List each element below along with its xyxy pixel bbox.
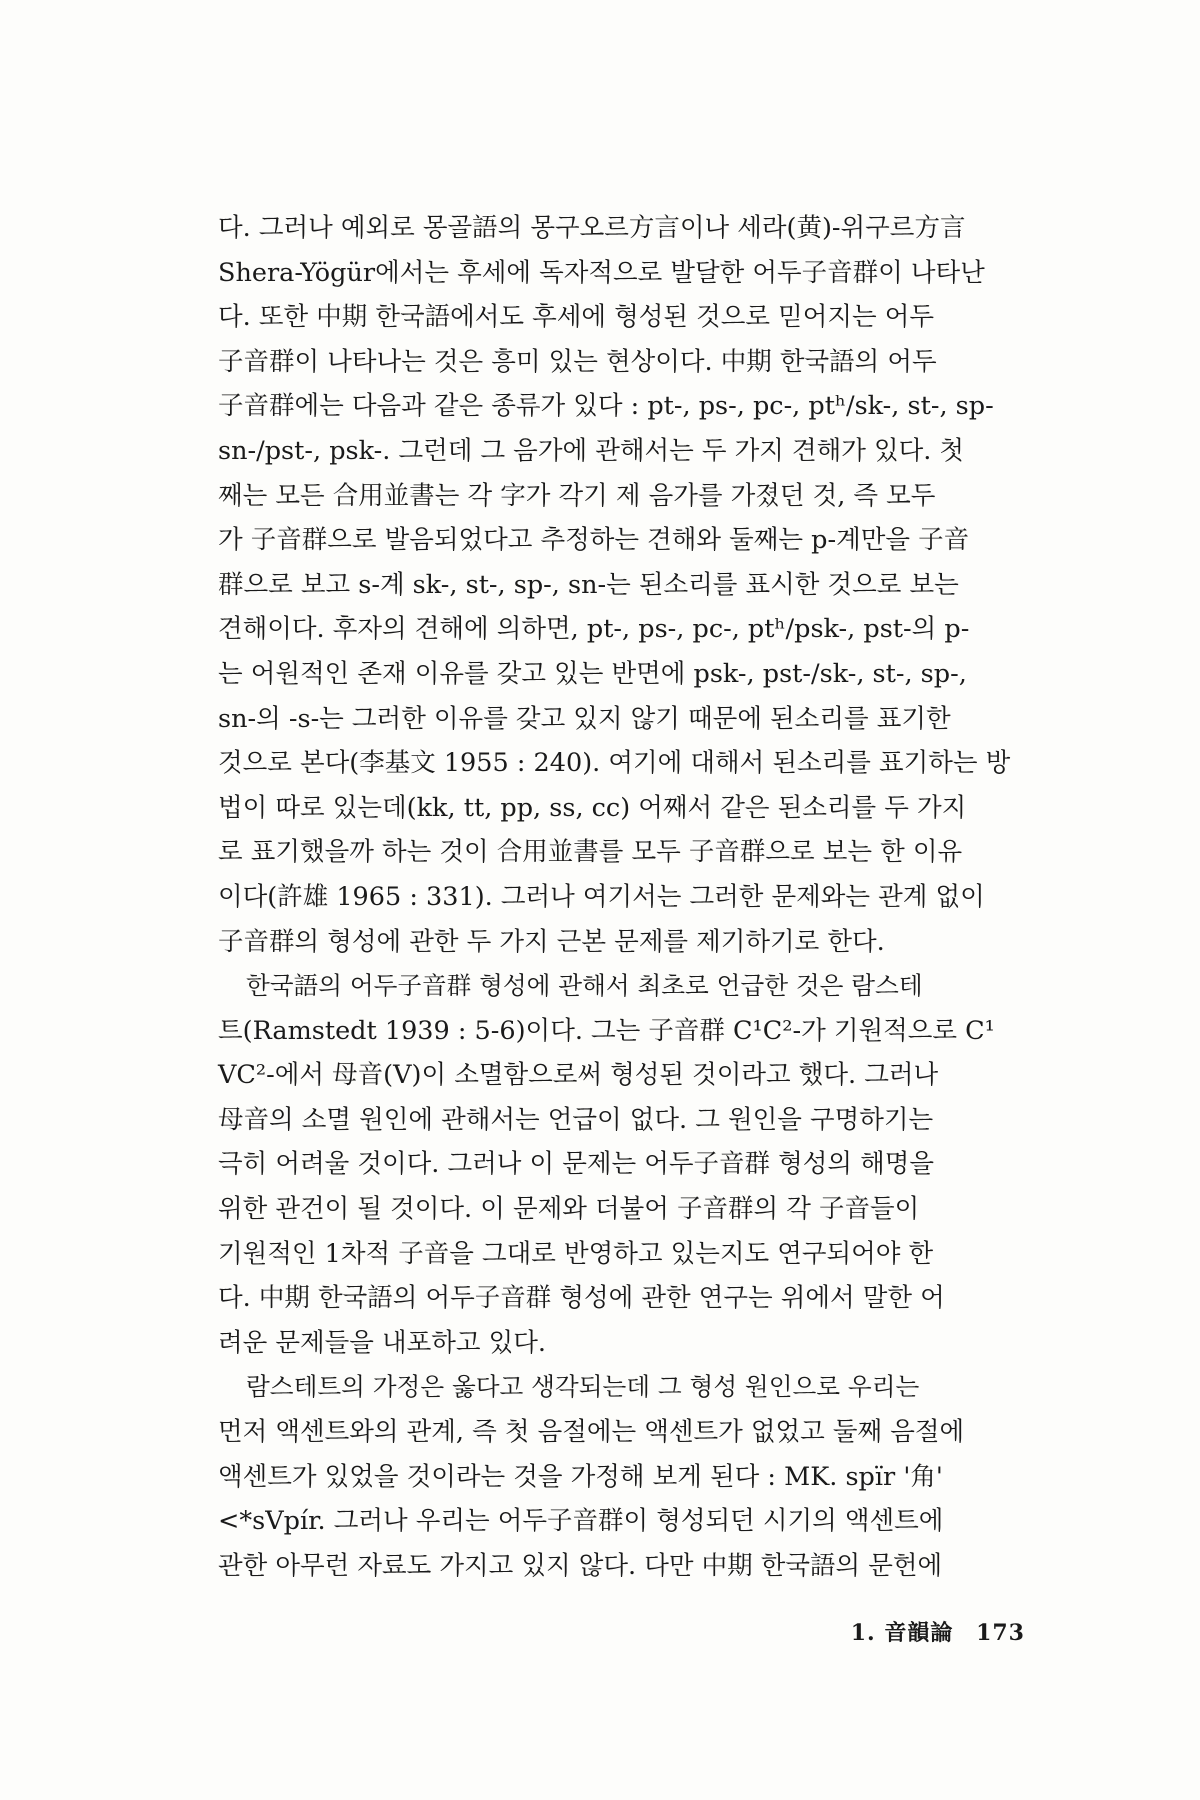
text-line: 子音群이 나타나는 것은 흥미 있는 현상이다. 中期 한국語의 어두	[218, 346, 937, 377]
text-line: <*sVpír. 그러나 우리는 어두子音群이 형성되던 시기의 액센트에	[218, 1506, 944, 1537]
text-line: 견해이다. 후자의 견해에 의하면, pt-, ps-, pc-, ptʰ/psk-, pst-의 p-	[218, 614, 970, 645]
text-line: 법이 따로 있는데(kk, tt, pp, ss, cc) 어째서 같은 된소리를 두 가지	[218, 792, 967, 823]
text-line: 다. 그러나 예외로 몽골語의 몽구오르方言이나 세라(黄)-위구르方言	[218, 213, 966, 243]
text-line: 기원적인 1차적 子音을 그대로 반영하고 있는지도 연구되어야 한	[218, 1238, 934, 1269]
body-text	[218, 206, 1040, 1588]
text-line: 액센트가 있었을 것이라는 것을 가정해 보게 된다 : MK. spïr '角'	[218, 1461, 943, 1492]
text-line: 것으로 본다(李基文 1955 : 240). 여기에 대해서 된소리를 표기하는 방	[218, 748, 1011, 779]
text-line: 관한 아무런 자료도 가지고 있지 않다. 다만 中期 한국語의 문헌에	[218, 1550, 943, 1581]
paragraph-2	[218, 964, 1040, 1365]
text-line: 먼저 액센트와의 관계, 즉 첫 음절에는 액센트가 없었고 둘째 음절에	[218, 1417, 965, 1448]
text-line: Shera-Yögür에서는 후세에 독자적으로 발달한 어두子音群이 나타난	[218, 257, 985, 288]
text-line: 위한 관건이 될 것이다. 이 문제와 더불어 子音群의 각 子音들이	[218, 1194, 920, 1225]
text-line: 이다(許雄 1965 : 331). 그러나 여기서는 그러한 문제와는 관계 없이	[218, 881, 985, 912]
text-line: 다. 또한 中期 한국語에서도 후세에 형성된 것으로 믿어지는 어두	[218, 302, 935, 333]
text-line: 가 子音群으로 발음되었다고 추정하는 견해와 둘째는 p-계만을 子音	[218, 525, 970, 556]
text-line: 로 표기했을까 하는 것이 合用並書를 모두 子音群으로 보는 한 이유	[218, 837, 963, 868]
text-line: 람스테트의 가정은 옳다고 생각되는데 그 형성 원인으로 우리는	[246, 1372, 920, 1402]
text-line: 群으로 보고 s-계 sk-, st-, sp-, sn-는 된소리를 표시한 것으로 보는	[218, 569, 959, 600]
text-line: 다. 中期 한국語의 어두子音群 형성에 관한 연구는 위에서 말한 어	[218, 1283, 945, 1314]
paragraph-1	[218, 206, 1040, 964]
section-title: 1. 音韻論	[850, 1620, 954, 1646]
text-line: VC²-에서 母音(V)이 소멸함으로써 형성된 것이라고 했다. 그러나	[218, 1060, 939, 1091]
text-line: 극히 어려울 것이다. 그러나 이 문제는 어두子音群 형성의 해명을	[218, 1149, 935, 1180]
text-line: 째는 모든 合用並書는 각 字가 각기 제 음가를 가졌던 것, 즉 모두	[218, 480, 936, 511]
text-line: 려운 문제들을 내포하고 있다.	[218, 1327, 547, 1358]
paragraph-3	[218, 1365, 1040, 1588]
page-footer	[837, 1616, 1025, 1647]
text-line: 한국語의 어두子音群 형성에 관해서 최초로 언급한 것은 람스테	[246, 971, 923, 1001]
text-line: sn-/pst-, psk-. 그런데 그 음가에 관해서는 두 가지 견해가 있다. 첫	[218, 435, 965, 466]
text-line: sn-의 -s-는 그러한 이유를 갖고 있지 않기 때문에 된소리를 표기한	[218, 703, 951, 734]
text-line: 母音의 소멸 원인에 관해서는 언급이 없다. 그 원인을 구명하기는	[218, 1104, 934, 1135]
text-line: 트(Ramstedt 1939 : 5-6)이다. 그는 子音群 C¹C²-가 기원적으로 C¹	[218, 1015, 995, 1046]
page-number: 173	[976, 1620, 1025, 1646]
text-line: 는 어원적인 존재 이유를 갖고 있는 반면에 psk-, pst-/sk-, st-, sp-,	[218, 658, 967, 689]
text-line: 子音群에는 다음과 같은 종류가 있다 : pt-, ps-, pc-, ptʰ/sk-, st-, sp-	[218, 391, 994, 422]
text-line: 子音群의 형성에 관한 두 가지 근본 문제를 제기하기로 한다.	[218, 926, 885, 957]
